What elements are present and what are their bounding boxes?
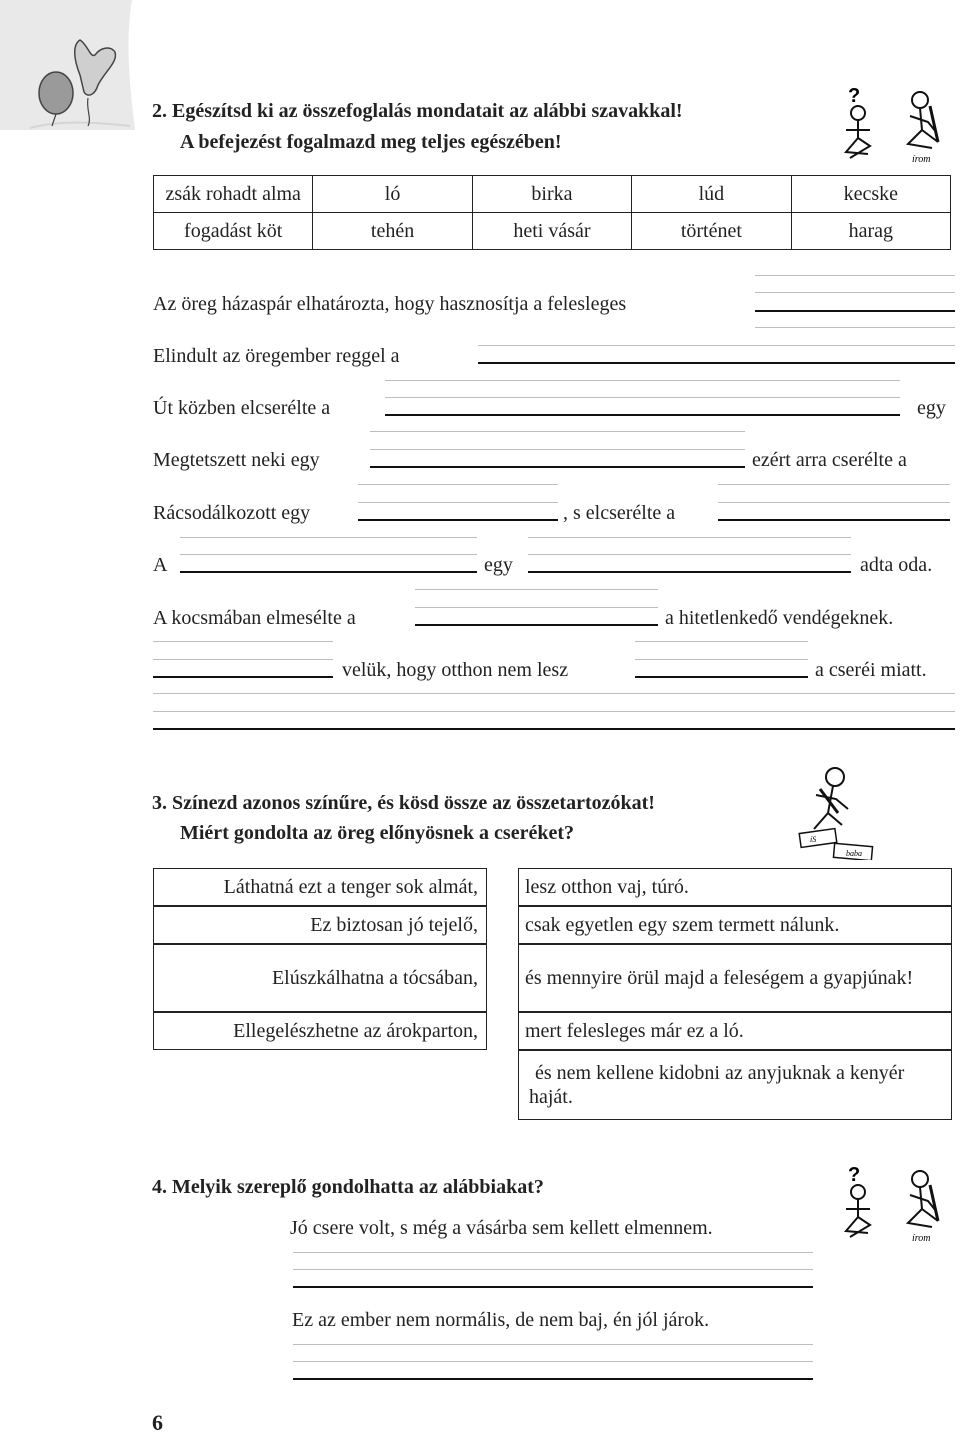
match-right-text: csak egyetlen egy szem termett nálunk. — [525, 914, 840, 936]
card-label-icon: baba — [846, 849, 862, 858]
exercise-2-title-line1: 2. Egészítsd ki az összefoglalás mondatait az alábbi szavakkal! — [152, 100, 683, 122]
sentence-4-text: Megtetszett neki egy — [153, 449, 320, 471]
word-bank-row — [154, 176, 951, 213]
answer-blank-q1[interactable] — [293, 1286, 813, 1288]
answer-blank-5b[interactable] — [718, 519, 950, 521]
answer-blank-3[interactable] — [385, 414, 900, 416]
answer-guide-line — [718, 484, 950, 485]
answer-guide-line — [635, 641, 808, 642]
word-bank-cell: heti vásár — [472, 213, 631, 250]
answer-guide-line — [153, 641, 333, 642]
match-right-item[interactable] — [518, 1050, 952, 1120]
sentence-6-text: A — [153, 554, 168, 576]
answer-guide-line — [358, 502, 558, 503]
balloon-icon — [39, 72, 73, 114]
answer-guide-line — [153, 693, 955, 694]
answer-guide-line — [755, 327, 955, 328]
answer-guide-line — [755, 292, 955, 293]
matching-cards-figure-icon — [798, 765, 893, 860]
answer-guide-line — [528, 537, 851, 538]
match-left-item[interactable] — [153, 868, 487, 906]
match-right-text: és mennyire örül majd a feleségem a gyapjúnak! — [525, 967, 914, 989]
match-left-text: Ellegelészhetne az árokparton, — [233, 1020, 478, 1042]
match-right-text: lesz otthon vaj, túró. — [525, 876, 689, 898]
match-right-text: és nem kellene kidobni az anyjuknak a kenyér haját. — [529, 1062, 905, 1108]
write-label-icon: írom — [912, 1233, 931, 1243]
answer-blank-2[interactable] — [478, 362, 955, 364]
card-label-icon: íS — [810, 835, 817, 844]
sentence-5-text: Rácsodálkozott egy — [153, 502, 311, 524]
exercise-3-title-line1: 3. Színezd azonos színűre, és kösd össze az összetartozókat! — [152, 792, 655, 814]
question-mark-icon: ? — [848, 86, 861, 107]
match-left-item[interactable] — [153, 1012, 487, 1050]
sentence-6-text-end: adta oda. — [860, 554, 933, 576]
answer-guide-line — [385, 397, 900, 398]
answer-guide-line — [528, 554, 851, 555]
sentence-2-text: Elindult az öregember reggel a — [153, 345, 400, 367]
word-bank-cell: tehén — [313, 213, 472, 250]
word-bank-row — [154, 213, 951, 250]
word-bank-table — [153, 175, 951, 250]
answer-guide-line — [293, 1269, 813, 1270]
answer-guide-line — [293, 1252, 813, 1253]
balloons-corner-illustration — [0, 0, 135, 130]
thinking-figure-icon — [840, 1165, 955, 1243]
answer-blank-8a[interactable] — [153, 676, 333, 678]
answer-guide-line — [370, 431, 745, 432]
word-bank-cell: ló — [313, 176, 472, 213]
match-left-text: Ez biztosan jó tejelő, — [310, 914, 478, 936]
answer-guide-line — [385, 380, 900, 381]
answer-blank-5a[interactable] — [358, 519, 558, 521]
sentence-4-text-mid: ezért arra cserélte a — [752, 449, 907, 471]
answer-blank-6b[interactable] — [528, 571, 851, 573]
word-bank-cell: kecske — [791, 176, 950, 213]
thinking-figure-icon — [840, 86, 955, 164]
answer-blank-1[interactable] — [755, 310, 955, 312]
sentence-3-text-end: egy — [917, 397, 946, 419]
answer-guide-line — [635, 659, 808, 660]
answer-guide-line — [180, 554, 477, 555]
answer-blank-7[interactable] — [415, 624, 658, 626]
match-left-item[interactable] — [153, 944, 487, 1012]
match-right-text: mert felesleges már ez a ló. — [525, 1020, 744, 1042]
answer-blank-q2[interactable] — [293, 1378, 813, 1380]
answer-guide-line — [293, 1344, 813, 1345]
sentence-7-text-end: a hitetlenkedő vendégeknek. — [665, 607, 894, 629]
word-bank-cell: zsák rohadt alma — [154, 176, 313, 213]
sentence-7-text: A kocsmában elmesélte a — [153, 607, 356, 629]
answer-blank-4a[interactable] — [370, 466, 745, 468]
answer-guide-line — [755, 275, 955, 276]
word-bank-cell: harag — [791, 213, 950, 250]
page-number: 6 — [152, 1410, 163, 1435]
answer-guide-line — [415, 607, 658, 608]
answer-guide-line — [415, 589, 658, 590]
think-write-icon-group — [840, 86, 955, 164]
answer-guide-line — [153, 711, 955, 712]
quote-2: Ez az ember nem normális, de nem baj, én jól járok. — [292, 1309, 710, 1331]
question-mark-icon: ? — [848, 1165, 861, 1186]
word-bank-cell: birka — [472, 176, 631, 213]
word-bank-cell: történet — [632, 213, 791, 250]
sentence-3-text: Út közben elcserélte a — [153, 397, 331, 419]
word-bank-cell: fogadást köt — [154, 213, 313, 250]
match-right-item[interactable] — [518, 906, 952, 944]
sentence-6-text-mid: egy — [484, 554, 513, 576]
answer-guide-line — [370, 449, 745, 450]
word-bank-cell: lúd — [632, 176, 791, 213]
answer-guide-line — [358, 484, 558, 485]
answer-guide-line — [153, 659, 333, 660]
exercise-2-title-line2: A befejezést fogalmazd meg teljes egészében! — [180, 131, 562, 153]
think-write-icon-group — [840, 1165, 955, 1243]
match-right-item[interactable] — [518, 868, 952, 906]
answer-guide-line — [478, 345, 955, 346]
sentence-8-text: velük, hogy otthon nem lesz — [342, 659, 569, 681]
sentence-5-text-mid: , s elcserélte a — [563, 502, 676, 524]
exercise-4-title: 4. Melyik szereplő gondolhatta az alábbiakat? — [152, 1176, 544, 1198]
write-label-icon: írom — [912, 154, 931, 164]
answer-blank-ending[interactable] — [153, 728, 955, 730]
match-left-item[interactable] — [153, 906, 487, 944]
answer-blank-6a[interactable] — [180, 571, 477, 573]
match-right-item[interactable] — [518, 944, 952, 1012]
sentence-8-text-end: a cseréi miatt. — [815, 659, 927, 681]
sentence-1-text: Az öreg házaspár elhatározta, hogy hasznosítja a felesleges — [153, 293, 627, 315]
quote-1: Jó csere volt, s még a vásárba sem kellett elmennem. — [290, 1217, 713, 1239]
answer-guide-line — [180, 537, 477, 538]
answer-guide-line — [293, 1361, 813, 1362]
match-left-text: Láthatná ezt a tenger sok almát, — [223, 876, 478, 898]
exercise-3-title-line2: Miért gondolta az öreg előnyösnek a cseréket? — [180, 822, 574, 844]
answer-blank-8b[interactable] — [635, 676, 808, 678]
answer-guide-line — [718, 502, 950, 503]
match-left-text: Elúszkálhatna a tócsában, — [271, 967, 478, 989]
match-right-item[interactable] — [518, 1012, 952, 1050]
